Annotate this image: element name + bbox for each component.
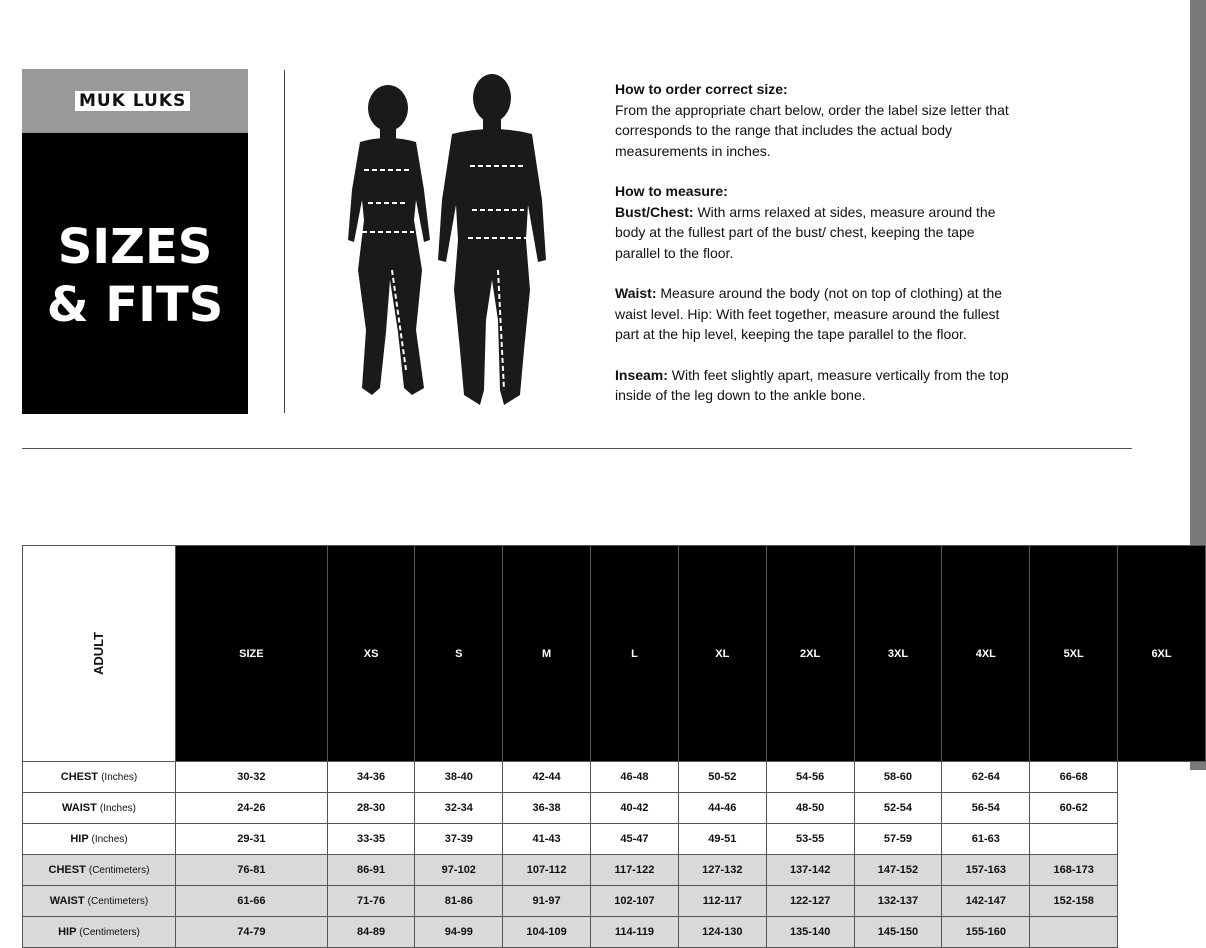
section-divider: [22, 448, 1132, 449]
man-silhouette: [438, 74, 546, 405]
size-value-cell: 157-163: [942, 855, 1030, 886]
size-value-cell: 76-81: [175, 855, 327, 886]
size-value-cell: 71-76: [327, 886, 415, 917]
size-value-cell: 32-34: [415, 793, 503, 824]
size-value-cell: 155-160: [942, 917, 1030, 948]
bust-text: With arms relaxed at sides, measure around the body at the fullest part of the bust/ chest, keeping the tape parallel to the floor.: [615, 203, 996, 261]
size-value-cell: 145-150: [854, 917, 942, 948]
header-cell: XS: [327, 546, 415, 762]
size-value-cell: [1030, 824, 1118, 855]
size-value-cell: 142-147: [942, 886, 1030, 917]
size-value-cell: 57-59: [854, 824, 942, 855]
size-value-cell: [1030, 917, 1118, 948]
size-value-cell: 62-64: [942, 762, 1030, 793]
size-value-cell: 137-142: [766, 855, 854, 886]
table-row: [23, 886, 1206, 917]
size-value-cell: 58-60: [854, 762, 942, 793]
brand-logo: MUK LUKS: [75, 91, 190, 111]
size-value-cell: 52-54: [854, 793, 942, 824]
order-heading: How to order correct size:: [615, 81, 788, 97]
row-label-unit: (Inches): [101, 772, 138, 783]
header-cell: M: [503, 546, 591, 762]
size-value-cell: 29-31: [175, 824, 327, 855]
vertical-divider: [284, 70, 285, 413]
size-value-cell: 117-122: [591, 855, 679, 886]
table-row: [23, 762, 1206, 793]
size-value-cell: 46-48: [591, 762, 679, 793]
size-value-cell: 122-127: [766, 886, 854, 917]
table-row: [23, 855, 1206, 886]
size-value-cell: 91-97: [503, 886, 591, 917]
size-value-cell: 60-62: [1030, 793, 1118, 824]
size-value-cell: 45-47: [591, 824, 679, 855]
size-value-cell: 84-89: [327, 917, 415, 948]
row-label: [23, 762, 176, 793]
size-value-cell: 168-173: [1030, 855, 1118, 886]
size-value-cell: 53-55: [766, 824, 854, 855]
row-label-unit: (Centimeters): [88, 865, 150, 876]
row-label-unit: (Centimeters): [79, 927, 140, 938]
order-text: From the appropriate chart below, order the label size letter that corresponds to the range that includes the actual body measurements in inches.: [615, 101, 1009, 159]
size-value-cell: 152-158: [1030, 886, 1118, 917]
size-value-cell: 147-152: [854, 855, 942, 886]
size-value-cell: 104-109: [503, 917, 591, 948]
size-value-cell: 107-112: [503, 855, 591, 886]
header-cell: 2XL: [766, 546, 854, 762]
card-header: [22, 69, 248, 133]
header-cell: 6XL: [1118, 546, 1206, 762]
row-label: [23, 855, 176, 886]
size-value-cell: 42-44: [503, 762, 591, 793]
size-chart-table: [22, 545, 1206, 948]
size-value-cell: 127-132: [678, 855, 766, 886]
size-value-cell: 97-102: [415, 855, 503, 886]
measure-heading: How to measure:: [615, 183, 728, 199]
size-value-cell: 36-38: [503, 793, 591, 824]
size-value-cell: 61-63: [942, 824, 1030, 855]
woman-silhouette: [348, 85, 430, 395]
size-value-cell: 37-39: [415, 824, 503, 855]
table-header-row: [23, 546, 1206, 762]
row-label-unit: (Inches): [99, 803, 136, 814]
sizes-fits-card: [22, 69, 248, 414]
table-row: [23, 824, 1206, 855]
size-value-cell: 24-26: [175, 793, 327, 824]
bust-label: Bust/Chest:: [615, 203, 694, 220]
size-value-cell: 48-50: [766, 793, 854, 824]
table-row: [23, 917, 1206, 948]
size-value-cell: 50-52: [678, 762, 766, 793]
inseam-label: Inseam:: [615, 366, 668, 383]
header-cell: L: [591, 546, 679, 762]
adult-group-label: [23, 546, 176, 762]
table-row: [23, 793, 1206, 824]
size-value-cell: 28-30: [327, 793, 415, 824]
size-value-cell: 112-117: [678, 886, 766, 917]
row-label-name: HIP: [70, 833, 89, 845]
measurement-instructions: [615, 79, 1015, 426]
row-label-name: WAIST: [61, 802, 97, 814]
size-value-cell: 74-79: [175, 917, 327, 948]
header-cell: 4XL: [942, 546, 1030, 762]
size-value-cell: 34-36: [327, 762, 415, 793]
waist-text: Measure around the body (not on top of clothing) at the waist level. Hip: With feet together, measure around the fullest part at the hip level, keeping the tape parallel to the floor.: [615, 285, 1003, 342]
size-value-cell: 61-66: [175, 886, 327, 917]
card-title-line1: SIZES: [57, 219, 213, 275]
row-label-name: WAIST: [49, 895, 85, 907]
row-label: [23, 917, 176, 948]
size-value-cell: 49-51: [678, 824, 766, 855]
size-value-cell: 114-119: [591, 917, 679, 948]
size-value-cell: 135-140: [766, 917, 854, 948]
inseam-text: With feet slightly apart, measure vertically from the top inside of the leg down to the ankle bone.: [615, 366, 1009, 403]
size-value-cell: 44-46: [678, 793, 766, 824]
size-value-cell: 54-56: [766, 762, 854, 793]
size-value-cell: 30-32: [175, 762, 327, 793]
body-silhouettes-illustration: [320, 70, 560, 415]
header-cell: SIZE: [175, 546, 327, 762]
header-cell: S: [415, 546, 503, 762]
header-cell: 5XL: [1030, 546, 1118, 762]
adult-label-text: ADULT: [91, 631, 107, 676]
size-value-cell: 40-42: [591, 793, 679, 824]
size-value-cell: 132-137: [854, 886, 942, 917]
size-value-cell: 33-35: [327, 824, 415, 855]
waist-label: Waist:: [615, 285, 657, 301]
size-value-cell: 56-54: [942, 793, 1030, 824]
row-label-name: HIP: [58, 926, 77, 938]
size-value-cell: 81-86: [415, 886, 503, 917]
row-label: [23, 793, 176, 824]
header-cell: XL: [678, 546, 766, 762]
row-label: [23, 886, 176, 917]
row-label-unit: (Inches): [91, 834, 128, 845]
header-cell: 3XL: [854, 546, 942, 762]
size-value-cell: 66-68: [1030, 762, 1118, 793]
row-label-unit: (Centimeters): [87, 896, 149, 907]
size-value-cell: 102-107: [591, 886, 679, 917]
row-label-name: CHEST: [48, 864, 86, 876]
size-value-cell: 41-43: [503, 824, 591, 855]
card-title-line2: & FITS: [46, 277, 224, 333]
row-label: [23, 824, 176, 855]
size-value-cell: 94-99: [415, 917, 503, 948]
size-value-cell: 124-130: [678, 917, 766, 948]
row-label-name: CHEST: [60, 771, 99, 783]
size-value-cell: 86-91: [327, 855, 415, 886]
size-value-cell: 38-40: [415, 762, 503, 793]
